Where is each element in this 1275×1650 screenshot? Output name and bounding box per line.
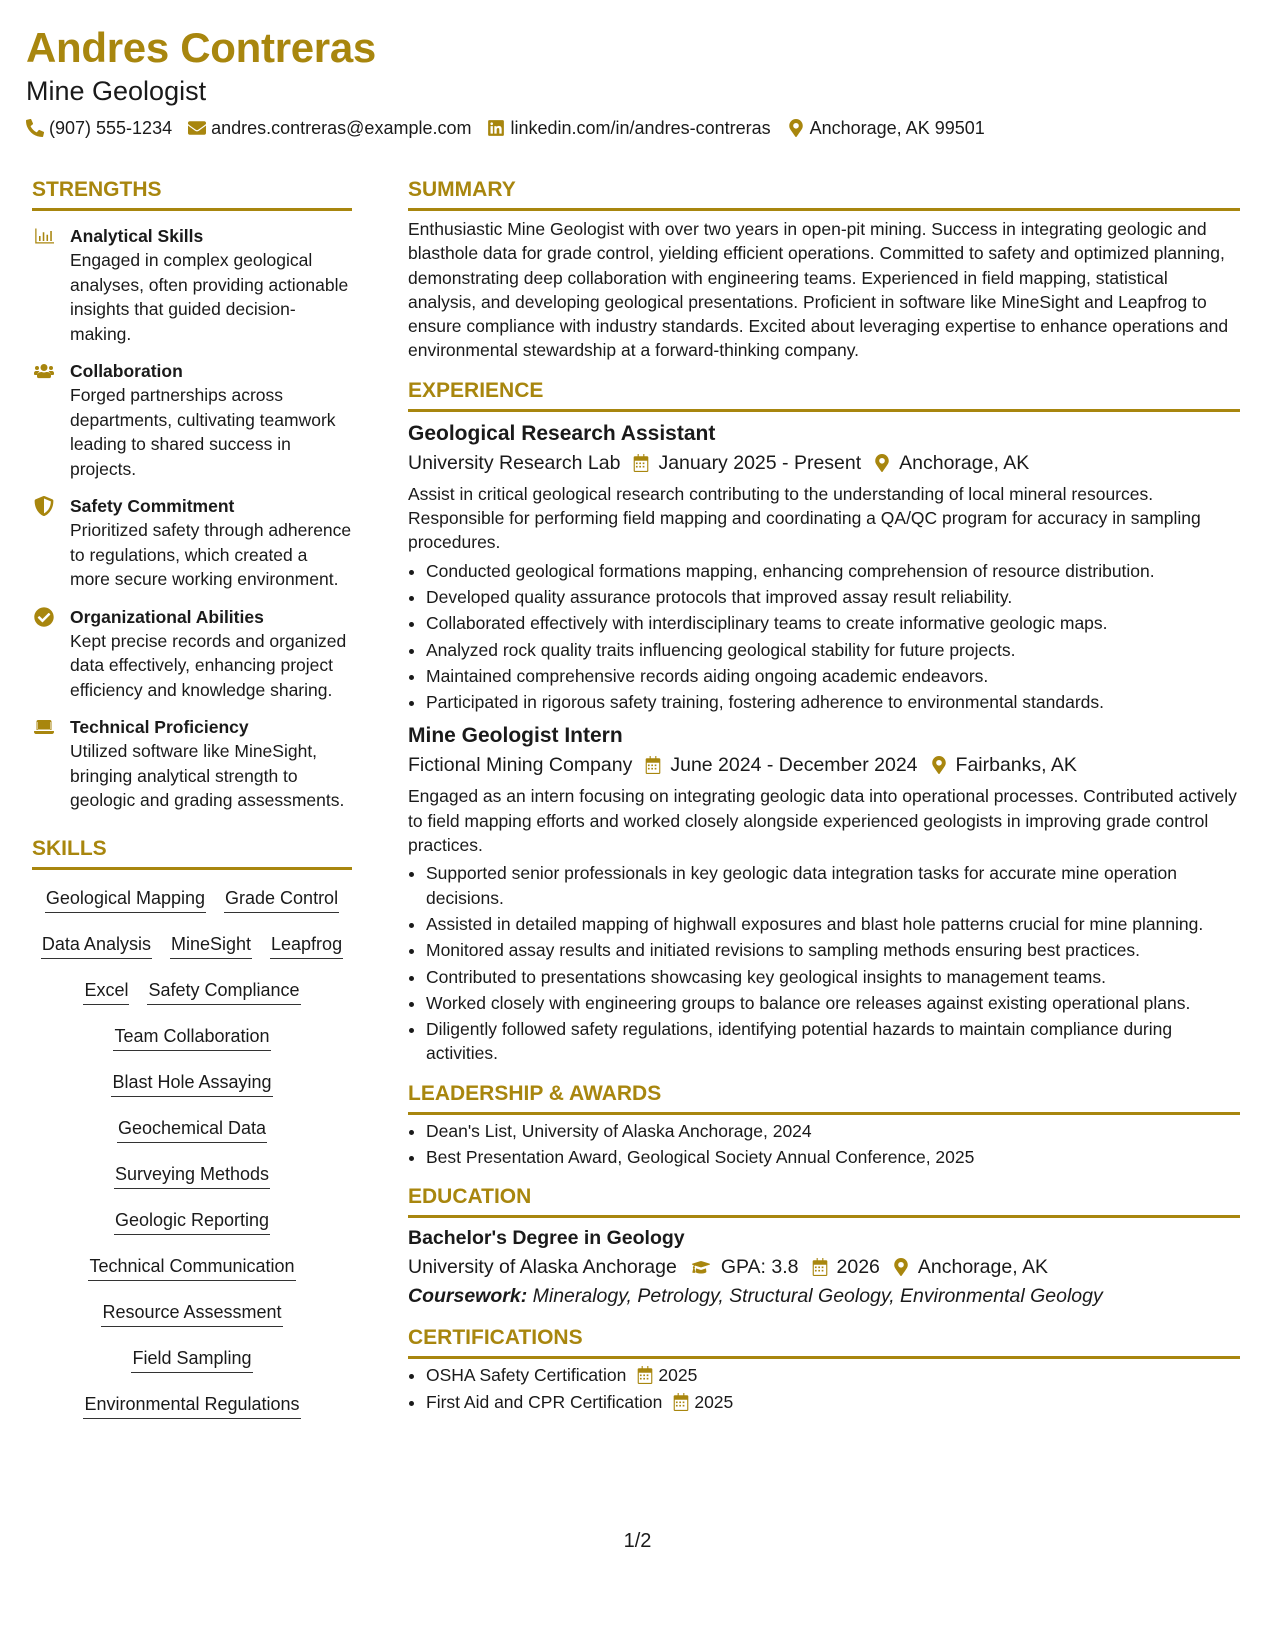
gpa-item (689, 1252, 799, 1282)
job-location-text: Fairbanks, AK (955, 754, 1077, 777)
coursework-text: Mineralogy, Petrology, Structural Geology, Environmental Geology (532, 1285, 1103, 1308)
calendar-icon (672, 1393, 690, 1411)
strengths-section (32, 176, 352, 813)
skill-tag: Geological Mapping (45, 886, 206, 913)
certification-name: • OSHA Safety Certification (426, 1365, 627, 1386)
skills-section (32, 835, 352, 1419)
contact-row (26, 116, 1246, 140)
skill-tag: Safety Compliance (147, 978, 300, 1005)
job-bullet: • Maintained comprehensive records aiding ongoing academic endeavors. (426, 664, 1240, 688)
job-description: Assist in critical geological research contributing to the understanding of local mineral resources. Responsible for performing field mapping and coordinating a QA/QC program for accuracy in sampling procedures. (408, 483, 1201, 553)
skill-tag: Resource Assessment (101, 1300, 282, 1327)
users-icon (34, 361, 54, 381)
graduation-cap-icon (689, 1258, 713, 1276)
job-bullet: • Diligently followed safety regulations, identifying potential hazards to maintain compliance during activities. (426, 1017, 1240, 1066)
leadership-section (408, 1080, 1240, 1170)
skill-tag: Field Sampling (131, 1346, 252, 1373)
strengths-list (32, 224, 352, 813)
education-heading: EDUCATION (408, 1183, 1240, 1218)
bar-chart-icon (34, 226, 54, 246)
job-bullet: • Collaborated effectively with interdisciplinary teams to create informative geologic maps. (426, 611, 1240, 635)
degree-name: Bachelor's Degree in Geology (408, 1227, 685, 1250)
candidate-name: Andres Contreras (26, 24, 376, 71)
award-item: • Best Presentation Award, Geological Society Annual Conference, 2025 (426, 1145, 1240, 1169)
job-location-text: Anchorage, AK (899, 451, 1030, 474)
skill-tag: Grade Control (224, 886, 339, 913)
map-pin-icon (930, 756, 948, 774)
resume-header (26, 22, 1246, 140)
skill-tag: MineSight (170, 932, 252, 959)
contact-linkedin[interactable] (487, 116, 770, 140)
envelope-icon (188, 119, 206, 137)
grad-year-text: 2026 (836, 1256, 880, 1279)
strength-name: Analytical Skills (70, 226, 204, 246)
skills-heading: SKILLS (32, 835, 352, 870)
strength-description: Utilized software like MineSight, bringing analytical strength to geologic and grading assessments. (70, 741, 345, 810)
shield-icon (34, 496, 54, 516)
job-dates-item (632, 448, 861, 478)
skills-list (32, 886, 352, 1419)
education-meta (408, 1252, 1240, 1282)
calendar-icon (636, 1366, 654, 1384)
skill-tag: Excel (83, 978, 129, 1005)
skill-tag: Blast Hole Assaying (111, 1070, 272, 1097)
strength-item (32, 605, 352, 703)
skill-tag: Environmental Regulations (83, 1392, 300, 1419)
school-name: University of Alaska Anchorage (408, 1256, 677, 1279)
summary-heading: SUMMARY (408, 176, 1240, 211)
contact-phone[interactable] (26, 116, 172, 140)
leadership-heading: LEADERSHIP & AWARDS (408, 1080, 1240, 1115)
right-column (408, 176, 1240, 1416)
summary-text: Enthusiastic Mine Geologist with over two years in open-pit mining. Success in integrating geologic and blasthole data for grade control, yielding efficient operations. Committed to safety and optimized planning, demonstrating deep collaboration with engineering teams. Experienced in field mapping, statistical analysis, and developing geological presentations. Proficient in software like MineSight and Leapfrog to ensure compliance with industry standards. Excited about leveraging expertise to enhance operations and environmental stewardship at a forward-thinking company. (408, 219, 1229, 361)
education-location-item (892, 1252, 1048, 1282)
calendar-icon (811, 1258, 829, 1276)
job-bullet: • Analyzed rock quality traits influencing geological stability for future projects. (426, 638, 1240, 662)
job-bullet: • Assisted in detailed mapping of highwall exposures and blast hole patterns crucial for mine planning. (426, 912, 1240, 936)
job-bullet: • Participated in rigorous safety training, fostering adherence to environmental standards. (426, 690, 1240, 714)
company-name: Fictional Mining Company (408, 754, 633, 777)
linkedin-icon (487, 119, 505, 137)
certification-year: 2025 (658, 1365, 698, 1386)
map-pin-icon (892, 1258, 910, 1276)
map-pin-icon (873, 454, 891, 472)
left-column (32, 176, 352, 1419)
leadership-list (408, 1119, 1240, 1170)
location-text: Anchorage, AK 99501 (809, 118, 985, 138)
strength-name: Organizational Abilities (70, 606, 264, 627)
skill-tag: Geologic Reporting (114, 1208, 270, 1235)
job-bullet: • Supported senior professionals in key geologic data integration tasks for accurate mine operation decisions. (426, 861, 1240, 910)
strength-description: Prioritized safety through adherence to regulations, which created a more secure working environment. (70, 520, 352, 589)
strength-name: Safety Commitment (70, 496, 235, 516)
strength-name: Technical Proficiency (70, 717, 249, 737)
education-section (408, 1183, 1240, 1310)
certification-row (426, 1390, 733, 1414)
job-bullets (408, 559, 1240, 715)
strength-item (32, 224, 352, 346)
skill-tag: Geochemical Data (117, 1116, 267, 1143)
certification-year-item (636, 1363, 697, 1387)
company-name: University Research Lab (408, 451, 621, 474)
job-bullet: • Contributed to presentations showcasing key geological insights to management teams. (426, 965, 1240, 989)
check-circle-icon (34, 607, 54, 627)
experience-section (408, 377, 1240, 1066)
job-bullet: • Monitored assay results and initiated revisions to sampling methods ensuring best practices. (426, 938, 1240, 962)
job-title: Mine Geologist (26, 76, 207, 106)
skill-tag: Surveying Methods (114, 1162, 270, 1189)
calendar-icon (644, 756, 662, 774)
page-number: 1/2 (623, 1530, 652, 1552)
education-location-text: Anchorage, AK (917, 1256, 1048, 1279)
strength-description: Kept precise records and organized data effectively, enhancing project efficiency and knowledge sharing. (70, 630, 347, 700)
email-text: andres.contreras@example.com (211, 118, 472, 138)
laptop-icon (34, 717, 54, 737)
strength-description: Engaged in complex geological analyses, often providing actionable insights that guided decision-making. (70, 250, 349, 344)
job-location-item (930, 750, 1077, 780)
certification-item (426, 1390, 1240, 1414)
coursework-label: Coursework: (408, 1285, 528, 1308)
certifications-heading: CERTIFICATIONS (408, 1324, 1240, 1359)
job-dates-text: June 2024 - December 2024 (670, 754, 918, 777)
certification-row (426, 1363, 697, 1387)
job-bullet: • Developed quality assurance protocols that improved assay result reliability. (426, 585, 1240, 609)
strengths-heading: STRENGTHS (32, 176, 352, 211)
strength-name: Collaboration (70, 361, 183, 381)
strength-item (32, 359, 352, 481)
strength-item (32, 715, 352, 813)
contact-location (787, 116, 985, 140)
job-bullet: • Conducted geological formations mapping, enhancing comprehension of resource distribution. (426, 559, 1240, 583)
certification-year-item (672, 1390, 733, 1414)
certification-item (426, 1363, 1240, 1387)
job-title-text: Geological Research Assistant (408, 421, 716, 445)
gpa-text: GPA: 3.8 (720, 1256, 799, 1279)
job-dates-text: January 2025 - Present (658, 451, 862, 474)
job-entry (408, 420, 1240, 715)
job-location-item (873, 448, 1029, 478)
award-item: • Dean's List, University of Alaska Anchorage, 2024 (426, 1119, 1240, 1143)
certifications-section (408, 1324, 1240, 1414)
experience-heading: EXPERIENCE (408, 377, 1240, 412)
job-dates-item (644, 750, 917, 780)
grad-year-item (811, 1252, 880, 1282)
certification-name: • First Aid and CPR Certification (426, 1391, 663, 1412)
job-description: Engaged as an intern focusing on integrating geologic data into operational processes. Contributed actively to field mapping efforts and worked closely alongside experienced geologists in improving grade control practices. (408, 786, 1237, 856)
strength-item (32, 494, 352, 592)
skill-tag: Technical Communication (88, 1254, 295, 1281)
calendar-icon (632, 454, 650, 472)
job-meta (408, 750, 1240, 780)
phone-icon (26, 119, 44, 137)
certifications-list (408, 1363, 1240, 1414)
linkedin-text: linkedin.com/in/andres-contreras (510, 118, 771, 138)
job-entry (408, 722, 1240, 1065)
job-bullets (408, 861, 1240, 1065)
job-meta (408, 448, 1240, 478)
contact-email[interactable] (188, 116, 471, 140)
strength-description: Forged partnerships across departments, cultivating teamwork leading to shared success in projects. (70, 385, 336, 479)
job-title-text: Mine Geologist Intern (408, 724, 623, 748)
coursework (408, 1282, 1240, 1310)
job-bullet: • Worked closely with engineering groups to balance ore releases against existing operational plans. (426, 991, 1240, 1015)
skill-tag: Team Collaboration (113, 1024, 270, 1051)
certification-year: 2025 (694, 1391, 734, 1412)
skill-tag: Data Analysis (41, 932, 152, 959)
phone-text: (907) 555-1234 (49, 118, 173, 138)
summary-section (408, 176, 1240, 363)
map-pin-icon (787, 119, 805, 137)
skill-tag: Leapfrog (270, 932, 343, 959)
experience-list (408, 420, 1240, 1066)
